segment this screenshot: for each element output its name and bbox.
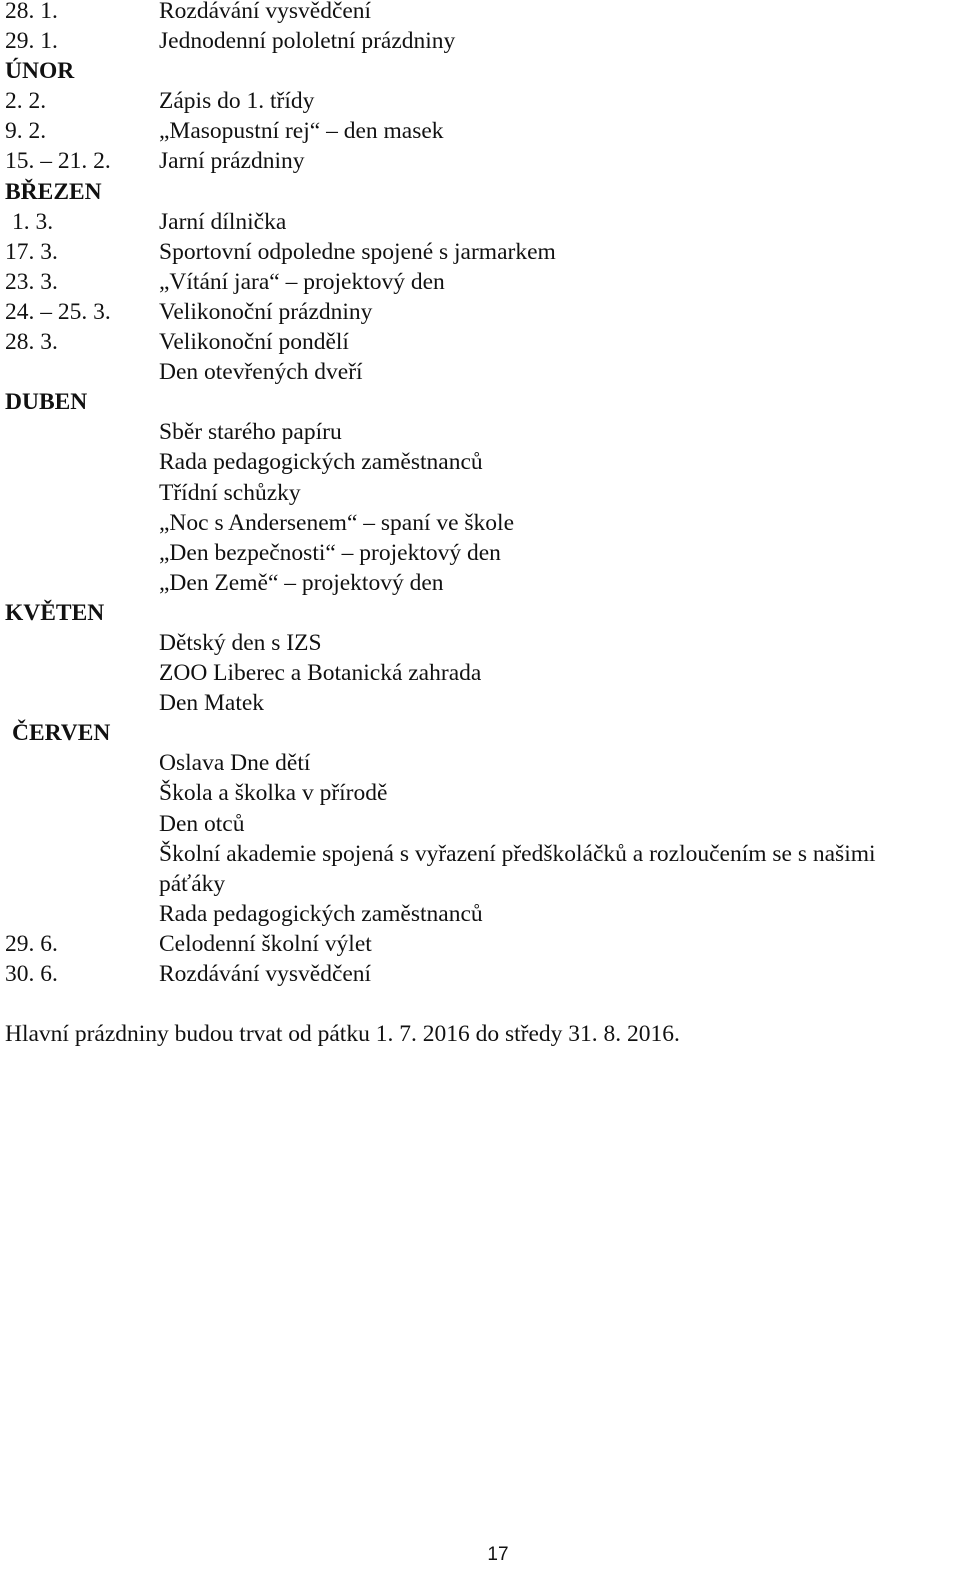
entry-text: „Masopustní rej“ – den masek <box>159 118 444 145</box>
entry-text: Rada pedagogických zaměstnanců <box>159 900 483 927</box>
month-heading-row <box>5 598 960 628</box>
schedule-entry <box>5 478 960 508</box>
entry-text: Sběr starého papíru <box>159 419 342 446</box>
entry-text: Školní akademie spojená s vyřazení předškoláčků a rozloučením se s našimi <box>159 840 876 867</box>
schedule-entry <box>5 207 960 237</box>
entry-text: Jarní prázdniny <box>159 148 305 175</box>
entry-text: Celodenní školní výlet <box>159 930 372 957</box>
entry-date: 24. – 25. 3. <box>5 298 111 325</box>
entry-text: „Vítání jara“ – projektový den <box>159 268 445 295</box>
school-year-schedule <box>5 0 960 1049</box>
summer-holiday-note: Hlavní prázdniny budou trvat od pátku 1. 7. 2016 do středy 31. 8. 2016. <box>5 1021 680 1048</box>
schedule-entry <box>5 297 960 327</box>
entry-text: Třídní schůzky <box>159 479 301 506</box>
schedule-rows <box>5 0 960 989</box>
entry-text: ZOO Liberec a Botanická zahrada <box>159 660 482 687</box>
schedule-entry <box>5 568 960 598</box>
schedule-entry <box>5 447 960 477</box>
month-heading-row <box>5 177 960 207</box>
entry-date: 9. 2. <box>5 118 47 145</box>
page-number: 17 <box>487 1544 509 1565</box>
entry-text: Den otců <box>159 810 245 837</box>
entry-date: 15. – 21. 2. <box>5 148 111 175</box>
month-heading: DUBEN <box>5 389 88 416</box>
entry-date: 28. 1. <box>5 0 58 24</box>
schedule-entry <box>5 959 960 989</box>
month-heading-row <box>5 56 960 86</box>
month-heading: KVĚTEN <box>5 599 105 626</box>
entry-text: páťáky <box>159 870 226 897</box>
entry-text: Rozdávání vysvědčení <box>159 0 372 24</box>
schedule-entry <box>5 327 960 357</box>
schedule-entry <box>5 146 960 176</box>
entry-text: „Den bezpečnosti“ – projektový den <box>159 539 501 566</box>
schedule-entry <box>5 778 960 808</box>
schedule-entry <box>5 237 960 267</box>
month-heading: ÚNOR <box>5 58 75 85</box>
entry-text: „Noc s Andersenem“ – spaní ve škole <box>159 509 515 536</box>
entry-date: 1. 3. <box>12 208 54 235</box>
entry-text: Velikonoční pondělí <box>159 329 349 356</box>
month-heading: BŘEZEN <box>5 178 102 205</box>
schedule-entry <box>5 116 960 146</box>
entry-date: 2. 2. <box>5 88 47 115</box>
schedule-entry <box>5 869 960 899</box>
entry-date: 28. 3. <box>5 329 58 356</box>
schedule-entry <box>5 748 960 778</box>
schedule-entry <box>5 0 960 26</box>
entry-date: 29. 1. <box>5 28 58 55</box>
schedule-entry <box>5 809 960 839</box>
entry-text: „Den Země“ – projektový den <box>159 569 444 596</box>
month-heading-row <box>5 387 960 417</box>
schedule-entry <box>5 688 960 718</box>
schedule-entry <box>5 417 960 447</box>
month-heading: ČERVEN <box>12 720 111 747</box>
entry-text: Sportovní odpoledne spojené s jarmarkem <box>159 238 556 265</box>
schedule-entry <box>5 86 960 116</box>
schedule-entry <box>5 508 960 538</box>
schedule-entry <box>5 267 960 297</box>
entry-text: Dětský den s IZS <box>159 629 322 656</box>
entry-text: Rada pedagogických zaměstnanců <box>159 449 483 476</box>
spacer <box>5 989 960 1019</box>
schedule-entry <box>5 839 960 869</box>
schedule-entry <box>5 929 960 959</box>
schedule-entry <box>5 628 960 658</box>
schedule-entry <box>5 357 960 387</box>
entry-text: Den otevřených dveří <box>159 359 363 386</box>
entry-date: 17. 3. <box>5 238 58 265</box>
entry-text: Oslava Dne dětí <box>159 750 311 777</box>
entry-date: 23. 3. <box>5 268 58 295</box>
entry-text: Jarní dílnička <box>159 208 287 235</box>
schedule-entry <box>5 26 960 56</box>
entry-date: 29. 6. <box>5 930 58 957</box>
month-heading-row <box>5 718 960 748</box>
schedule-entry <box>5 899 960 929</box>
entry-text: Škola a školka v přírodě <box>159 780 388 807</box>
entry-text: Rozdávání vysvědčení <box>159 961 372 987</box>
schedule-entry <box>5 538 960 568</box>
entry-date: 30. 6. <box>5 961 58 987</box>
entry-text: Den Matek <box>159 690 265 717</box>
entry-text: Zápis do 1. třídy <box>159 88 315 115</box>
entry-text: Velikonoční prázdniny <box>159 298 373 325</box>
schedule-entry <box>5 658 960 688</box>
entry-text: Jednodenní pololetní prázdniny <box>159 28 456 55</box>
